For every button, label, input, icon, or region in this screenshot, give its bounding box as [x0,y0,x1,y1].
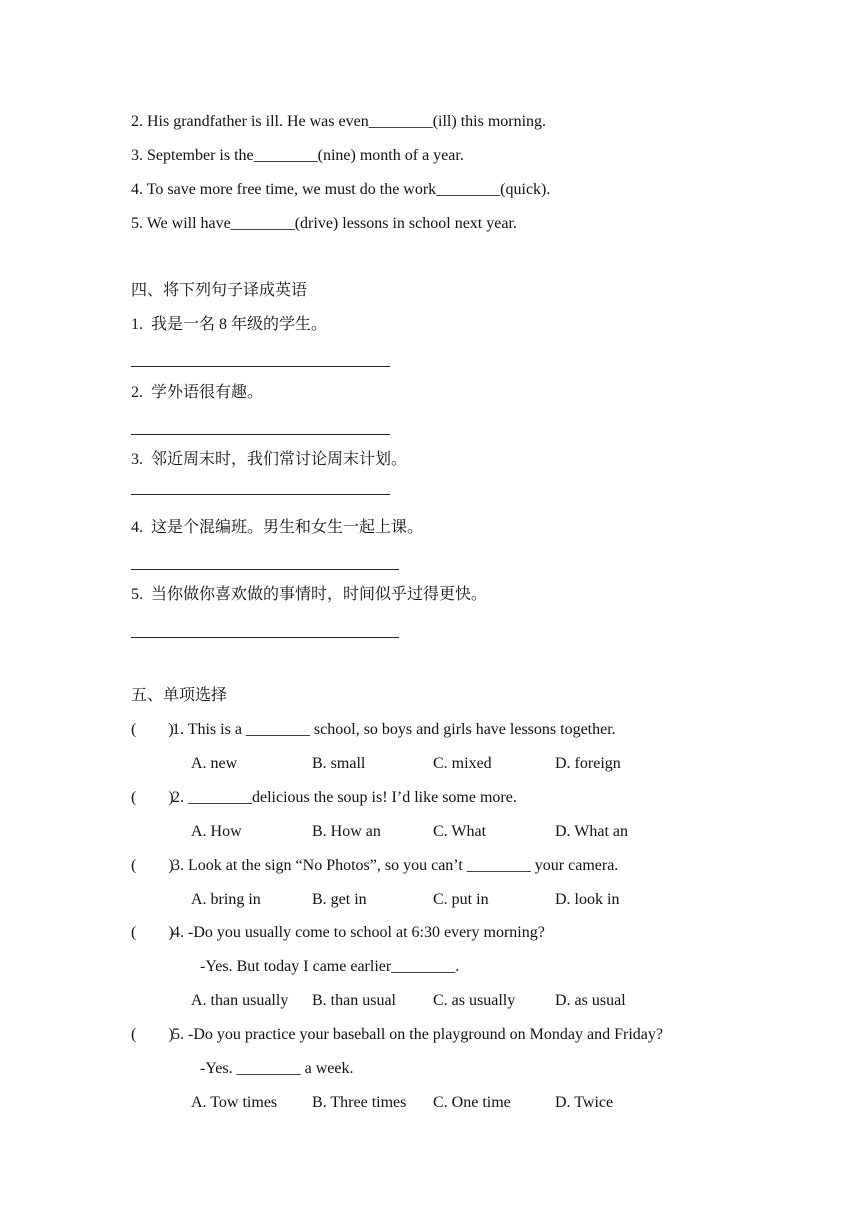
question-5-option-c: C. One time [433,1094,511,1111]
question-5-stem: 5. -Do you practice your baseball on the playground on Monday and Friday? [172,1026,663,1043]
answer-line-5 [131,637,399,638]
translate-item-4: 4. 这是个混编班。男生和女生一起上课。 [131,519,424,536]
fill-blank-item-5: 5. We will have________(drive) lessons in school next year. [131,215,517,232]
question-4-option-b: B. than usual [312,992,396,1009]
answer-line-2 [131,434,390,435]
translate-item-2: 2. 学外语很有趣。 [131,384,264,401]
question-1-option-c: C. mixed [433,755,492,772]
question-1-option-d: D. foreign [555,755,621,772]
translate-item-1: 1. 我是一名 8 年级的学生。 [131,316,328,333]
question-5-stem-reply: -Yes. ________ a week. [200,1060,354,1077]
section-4-heading: 四、将下列句子译成英语 [131,282,308,299]
question-2-option-c: C. What [433,823,487,840]
question-4-option-a: A. than usually [191,992,289,1009]
question-2-option-b: B. How an [312,823,381,840]
fill-blank-item-4: 4. To save more free time, we must do the work________(quick). [131,181,551,198]
question-4-option-d: D. as usual [555,992,626,1009]
section-5-heading: 五、单项选择 [131,687,228,704]
question-3-option-c: C. put in [433,891,489,908]
question-2-option-a: A. How [191,823,242,840]
answer-line-1 [131,366,390,367]
answer-bracket: ( ) [131,1026,174,1043]
question-3-option-a: A. bring in [191,891,261,908]
answer-line-4 [131,569,399,570]
question-1-stem: 1. This is a ________ school, so boys and girls have lessons together. [172,721,616,738]
answer-bracket: ( ) [131,924,174,941]
question-4-stem: 4. -Do you usually come to school at 6:30 every morning? [172,924,545,941]
question-5-option-b: B. Three times [312,1094,407,1111]
answer-bracket: ( ) [131,721,174,738]
question-1-option-a: A. new [191,755,238,772]
question-2-option-d: D. What an [555,823,629,840]
fill-blank-item-2: 2. His grandfather is ill. He was even________(ill) this morning. [131,113,547,130]
question-4-stem-reply: -Yes. But today I came earlier________. [200,958,460,975]
question-3-option-b: B. get in [312,891,367,908]
question-5-option-d: D. Twice [555,1094,614,1111]
question-3-option-d: D. look in [555,891,620,908]
translate-item-3: 3. 邻近周末时，我们常讨论周末计划。 [131,451,408,468]
question-5-option-a: A. Tow times [191,1094,278,1111]
question-1-option-b: B. small [312,755,366,772]
answer-bracket: ( ) [131,789,174,806]
answer-line-3 [131,494,390,495]
question-4-option-c: C. as usually [433,992,516,1009]
translate-item-5: 5. 当你做你喜欢做的事情时，时间似乎过得更快。 [131,586,488,603]
fill-blank-item-3: 3. September is the________(nine) month of a year. [131,147,464,164]
question-3-stem: 3. Look at the sign “No Photos”, so you can’t ________ your camera. [172,857,619,874]
answer-bracket: ( ) [131,857,174,874]
question-2-stem: 2. ________delicious the soup is! I’d like some more. [172,789,517,806]
